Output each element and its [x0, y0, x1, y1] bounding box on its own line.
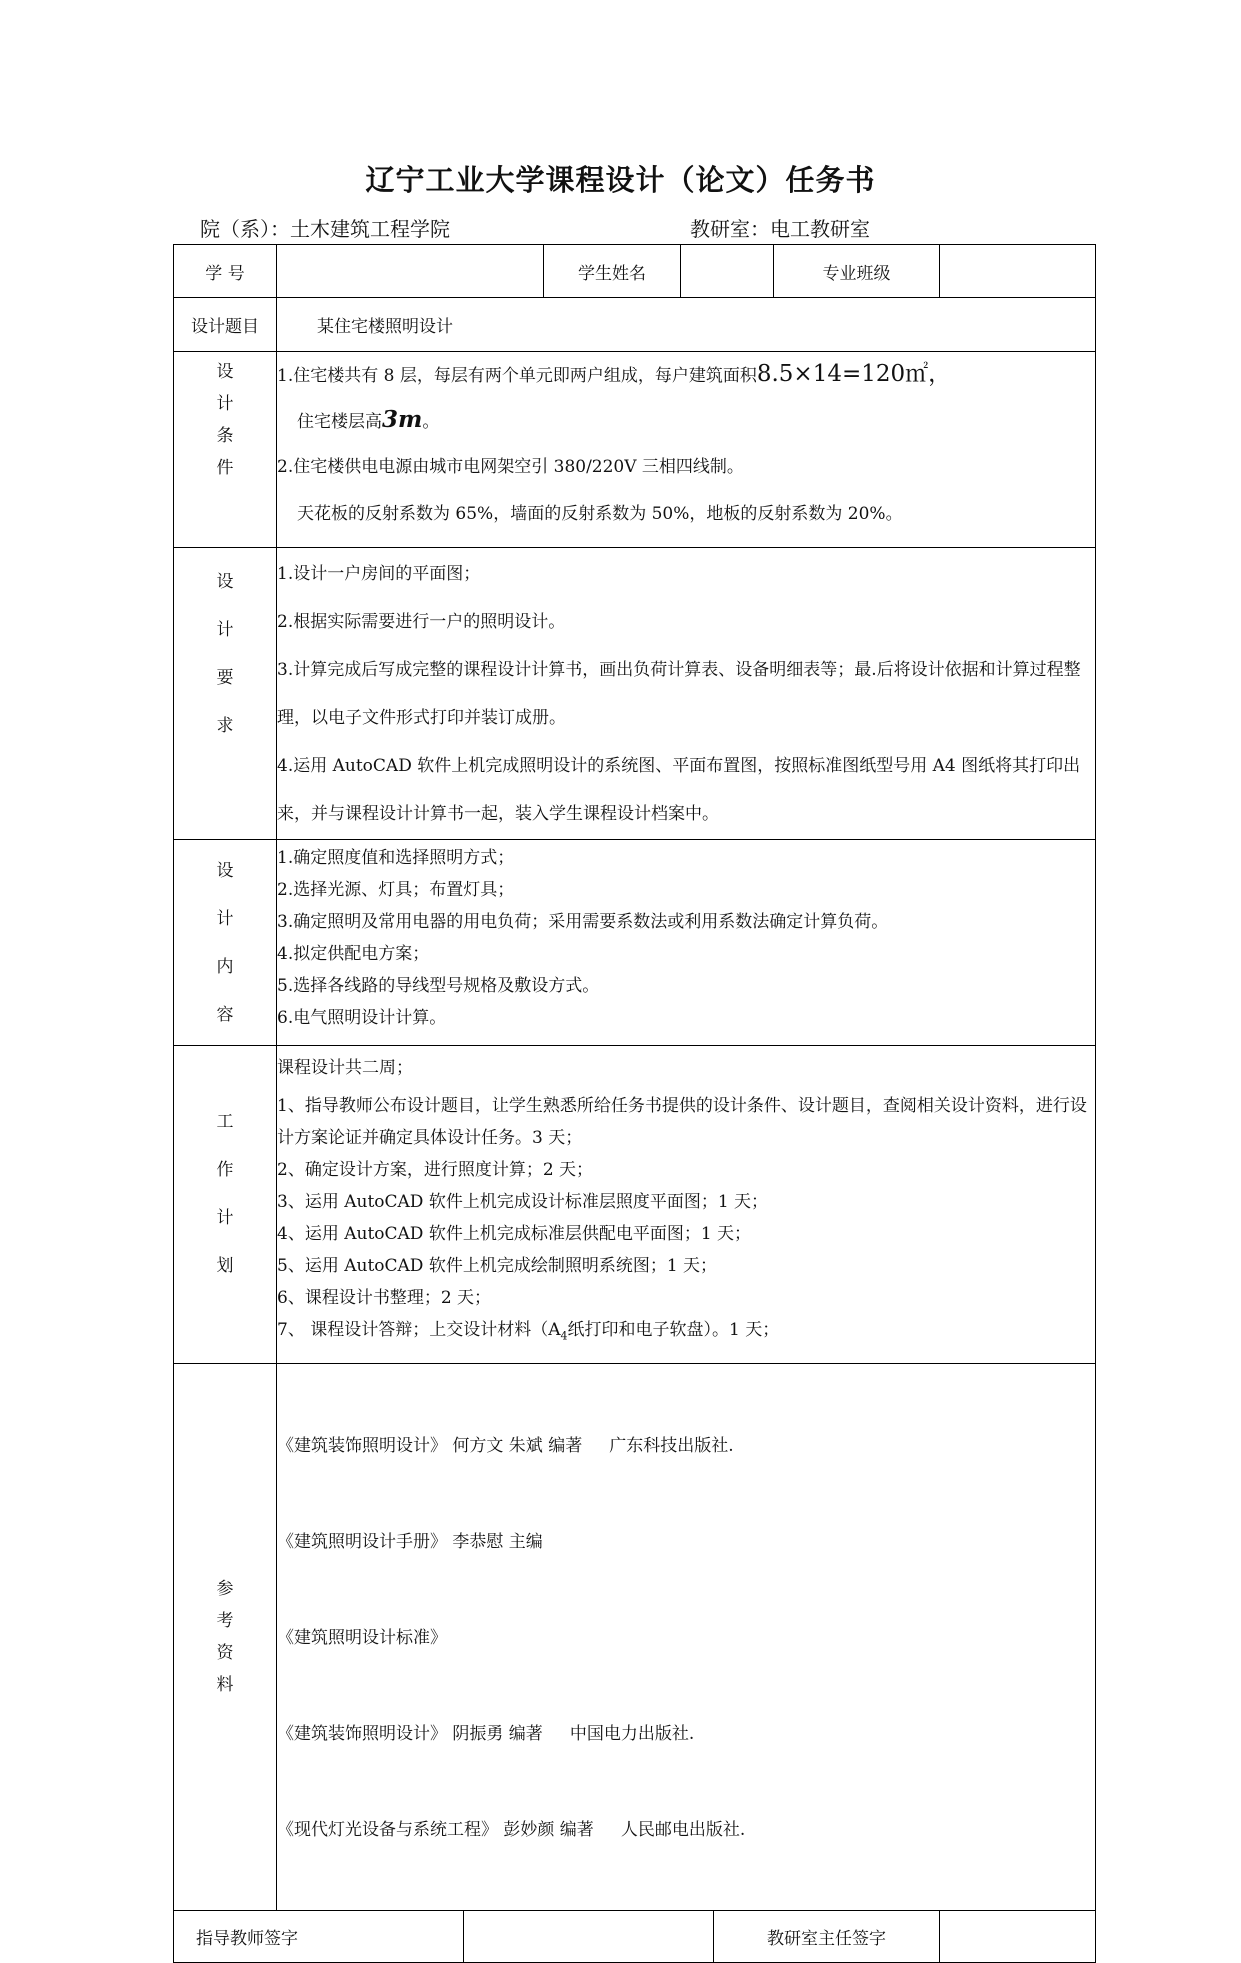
work-plan-last-text: 7、 课程设计答辩；上交设计材料（A: [277, 1320, 561, 1340]
work-plan-item: 3、运用 AutoCAD 软件上机完成设计标准层照度平面图；1 天；: [277, 1192, 769, 1212]
director-signature-field[interactable]: [940, 1911, 1096, 1963]
content-item: 2.选择光源、灯具；布置灯具；: [277, 880, 515, 900]
paper-size-subscript: 4: [560, 1329, 568, 1343]
student-name-label: 学生姓名: [544, 245, 681, 298]
condition-line-1: 1.住宅楼共有 8 层，每层有两个单元即两户组成，每户建筑面积: [277, 366, 757, 386]
requirements-label: [174, 548, 277, 840]
condition-line-2-end: 。: [422, 412, 440, 432]
contents-label-char: 内: [216, 956, 234, 977]
requirements-label-char: 要: [216, 668, 234, 688]
floor-height-value: 3m: [382, 406, 423, 433]
document-title: 辽宁工业大学课程设计（论文）任务书: [365, 163, 876, 197]
conditions-label-char: 件: [216, 458, 234, 478]
conditions-label: [174, 352, 277, 548]
work-plan-label-char: 划: [216, 1255, 234, 1276]
teacher-signature-field[interactable]: [464, 1911, 714, 1963]
contents-label-char: 设: [216, 860, 234, 881]
area-formula: 8.5×14=120㎡，: [756, 361, 952, 387]
work-plan-item: 6、课程设计书整理；2 天；: [277, 1288, 492, 1308]
work-plan-row: [174, 1046, 1096, 1364]
work-plan-last-text-end: 纸打印和电子软盘）。1 天；: [567, 1320, 780, 1340]
student-number-field[interactable]: [277, 245, 544, 298]
references-label-char: 考: [216, 1611, 234, 1631]
requirement-item: 4.运用 AutoCAD 软件上机完成照明设计的系统图、平面布置图，按照标准图纸型号用 A4 图纸将其打印出来，并与课程设计计算书一起，装入学生课程设计档案中。: [277, 756, 1081, 824]
work-plan-label-char: 作: [216, 1159, 234, 1180]
work-plan-content: [277, 1046, 1096, 1364]
work-plan-label: [174, 1046, 277, 1364]
conditions-label-char: 计: [216, 394, 234, 414]
work-plan-item: 2、确定设计方案，进行照度计算；2 天；: [277, 1160, 594, 1180]
teaching-office-label: 教研室：电工教研室: [690, 217, 870, 241]
signature-row: [174, 1911, 1096, 1963]
contents-label-char: 计: [216, 908, 234, 929]
work-plan-item: 4、运用 AutoCAD 软件上机完成标准层供配电平面图；1 天；: [277, 1224, 752, 1244]
references-content: [277, 1364, 1096, 1911]
class-label: 专业班级: [774, 245, 940, 298]
contents-label: [174, 840, 277, 1046]
condition-line-2: 住宅楼层高: [297, 412, 382, 432]
content-item: 3.确定照明及常用电器的用电负荷；采用需要系数法或利用系数法确定计算负荷。: [277, 912, 889, 932]
director-signature-label: 教研室主任签字: [714, 1911, 940, 1963]
reference-item: 《建筑装饰照明设计》 阴振勇 编著 中国电力出版社.: [277, 1724, 695, 1744]
requirements-label-char: 计: [216, 620, 234, 640]
topic-row: [174, 298, 1096, 352]
work-plan-item: 1、指导教师公布设计题目，让学生熟悉所给任务书提供的设计条件、设计题目，查阅相关设计资料，进行设计方案论证并确定具体设计任务。3 天；: [277, 1096, 1087, 1148]
requirements-label-char: 求: [216, 716, 234, 736]
requirements-content: [277, 548, 1096, 840]
conditions-content: [277, 352, 1096, 548]
content-item: 5.选择各线路的导线型号规格及敷设方式。: [277, 976, 600, 996]
references-label-char: 料: [216, 1675, 234, 1695]
condition-line-4: 天花板的反射系数为 65%，墙面的反射系数为 50%，地板的反射系数为 20%。: [297, 504, 903, 524]
references-label: [174, 1364, 277, 1911]
conditions-label-char: 设: [216, 362, 234, 382]
reference-item: 《建筑照明设计标准》: [277, 1628, 447, 1648]
work-plan-intro: 课程设计共二周；: [277, 1058, 413, 1078]
requirements-row: [174, 548, 1096, 840]
work-plan-label-char: 计: [216, 1207, 234, 1228]
condition-line-3: 2.住宅楼供电电源由城市电网架空引 380/220V 三相四线制。: [277, 457, 744, 477]
task-form-table: [173, 244, 1096, 1963]
work-plan-item: 5、运用 AutoCAD 软件上机完成绘制照明系统图；1 天；: [277, 1256, 718, 1276]
references-label-char: 参: [216, 1579, 234, 1599]
content-item: 6.电气照明设计计算。: [277, 1008, 447, 1028]
requirements-label-char: 设: [216, 572, 234, 592]
contents-label-char: 容: [216, 1004, 234, 1025]
requirement-item: 3.计算完成后写成完整的课程设计计算书，画出负荷计算表、设备明细表等；最.后将设计依据和计算过程整理，以电子文件形式打印并装订成册。: [277, 660, 1081, 728]
references-row: [174, 1364, 1096, 1911]
content-item: 1.确定照度值和选择照明方式；: [277, 848, 515, 868]
requirement-item: 2.根据实际需要进行一户的照明设计。: [277, 612, 566, 632]
reference-item: 《建筑装饰照明设计》 何方文 朱斌 编著 广东科技出版社.: [277, 1436, 734, 1456]
contents-row: [174, 840, 1096, 1046]
topic-label: 设计题目: [174, 298, 277, 352]
reference-item: 《建筑照明设计手册》 李恭慰 主编: [277, 1532, 543, 1552]
references-label-char: 资: [216, 1643, 234, 1663]
teacher-signature-label: [174, 1911, 464, 1963]
conditions-label-char: 条: [216, 426, 234, 446]
work-plan-item-last: [277, 1314, 1095, 1352]
requirement-item: 1.设计一户房间的平面图；: [277, 564, 481, 584]
student-name-field[interactable]: [681, 245, 774, 298]
reference-item: 《现代灯光设备与系统工程》 彭妙颜 编著 人民邮电出版社.: [277, 1820, 746, 1840]
teacher-signature-text: 指导教师签字: [196, 1929, 298, 1949]
contents-content: [277, 840, 1096, 1046]
work-plan-label-char: 工: [216, 1111, 234, 1132]
class-field[interactable]: [940, 245, 1096, 298]
content-item: 4.拟定供配电方案；: [277, 944, 430, 964]
student-number-label: 学 号: [174, 245, 277, 298]
conditions-row: [174, 352, 1096, 548]
topic-value: 某住宅楼照明设计: [277, 298, 1096, 352]
student-info-row: [174, 245, 1096, 298]
department-label: 院（系）：土木建筑工程学院: [200, 217, 450, 241]
